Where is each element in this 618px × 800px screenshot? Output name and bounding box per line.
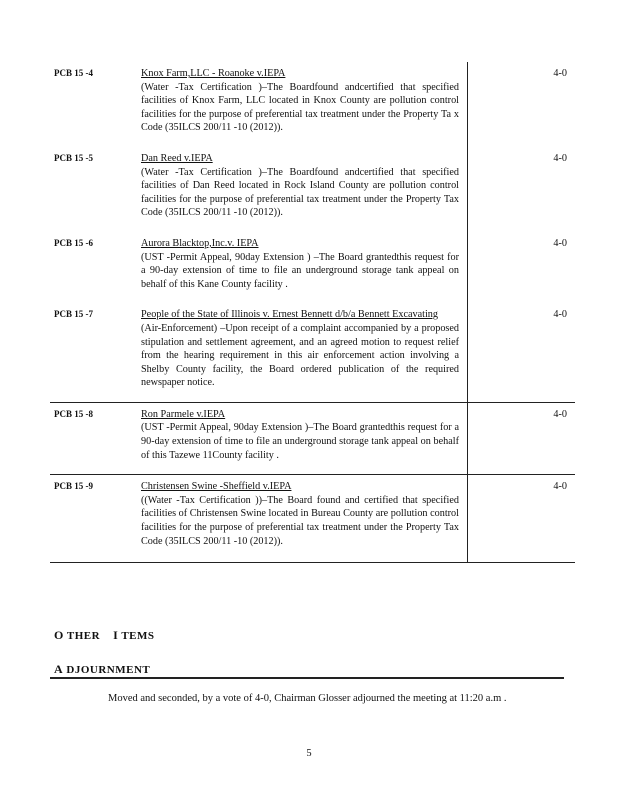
case-body: (Water -Tax Certification )–The Boardfound andcertified that specified facilities of Dan Reed located in Rock Island County are pollution control facilities for the purpose of preferential tax treatment under the Property Tax Code (35ILCS 200/11 -10 (2012)). xyxy=(141,166,459,219)
case-number: PCB 15 -4 xyxy=(54,68,93,78)
case-number: PCB 15 -6 xyxy=(54,237,93,248)
case-number: PCB 15 -9 xyxy=(50,475,141,563)
case-vote: 4-0 xyxy=(553,309,567,321)
case-table xyxy=(50,62,575,563)
case-number: PCB 15 -7 xyxy=(54,309,93,320)
case-title: Christensen Swine -Sheffield v.IEPA xyxy=(141,481,292,493)
case-vote: 4-0 xyxy=(468,402,576,474)
case-row xyxy=(50,232,575,303)
page-number: 5 xyxy=(306,748,312,759)
adjournment-paragraph: Moved and seconded, by a vote of 4-0, Chairman Glosser adjourned the meeting at 11:20 a.m . xyxy=(108,693,507,704)
case-vote: 4-0 xyxy=(553,237,567,249)
case-number: PCB 15 -8 xyxy=(50,402,141,474)
case-vote: 4-0 xyxy=(468,475,576,563)
case-row xyxy=(50,303,575,402)
case-description xyxy=(141,62,468,147)
case-row xyxy=(50,475,575,563)
case-title: Knox Farm,LLC - Roanoke v.IEPA xyxy=(141,68,286,79)
case-description xyxy=(141,475,468,563)
case-body: (UST -Permit Appeal, 90day Extension ) –The Board grantedthis request for a 90-day extension of time to file an underground storage tank appeal on behalf of this Kane County facility . xyxy=(141,251,459,290)
case-vote: 4-0 xyxy=(553,68,567,79)
case-title: Ron Parmele v.IEPA xyxy=(141,408,226,420)
case-row xyxy=(50,147,575,232)
case-vote: 4-0 xyxy=(553,152,567,164)
case-row xyxy=(50,402,575,474)
case-title: Dan Reed v.IEPA xyxy=(141,152,213,164)
case-body: ((Water -Tax Certification ))–The Board found and certified that specified facilities of Christensen Swine located in Bureau County are pollution control facilities for the purpose of preferential tax treatment under the Property Tax Code (35ILCS 200/11 -10 (2012)). xyxy=(141,494,459,547)
case-body: (Water -Tax Certification )–The Boardfound andcertified that specified facilities of Knox Farm, LLC located in Knox County are pollution control facilities for the purpose of preferential tax treatment under the Property Ta x Code (35ILCS 200/11 -10 (2012)). xyxy=(141,81,459,134)
case-title: People of the State of Illinois v. Ernest Bennett d/b/a Bennett Excavating xyxy=(141,309,438,321)
case-description xyxy=(141,303,468,402)
case-title: Aurora Blacktop,Inc.v. IEPA xyxy=(141,237,259,249)
case-description xyxy=(141,232,468,303)
case-row xyxy=(50,62,575,147)
other-items-heading: O THER I TEMS xyxy=(54,628,155,642)
adjournment-heading: A DJOURNMENT xyxy=(54,662,151,676)
case-body: (UST -Permit Appeal, 90day Extension )–The Board grantedthis request for a 90-day extension of time to file an underground storage tank appeal on behalf of this Tazewe 11County facility . xyxy=(141,422,459,461)
heading-divider xyxy=(50,677,564,679)
case-number: PCB 15 -5 xyxy=(54,152,93,163)
case-description xyxy=(141,147,468,232)
case-body: (Air-Enforcement) –Upon receipt of a complaint accompanied by a proposed stipulation and settlement agreement, and an agreed motion to request relief from the hearing requirement in this air enforcement action involving a Shelby County facility, the Board ordered publication of the required newspaper notice. xyxy=(141,322,459,389)
case-description xyxy=(141,402,468,474)
